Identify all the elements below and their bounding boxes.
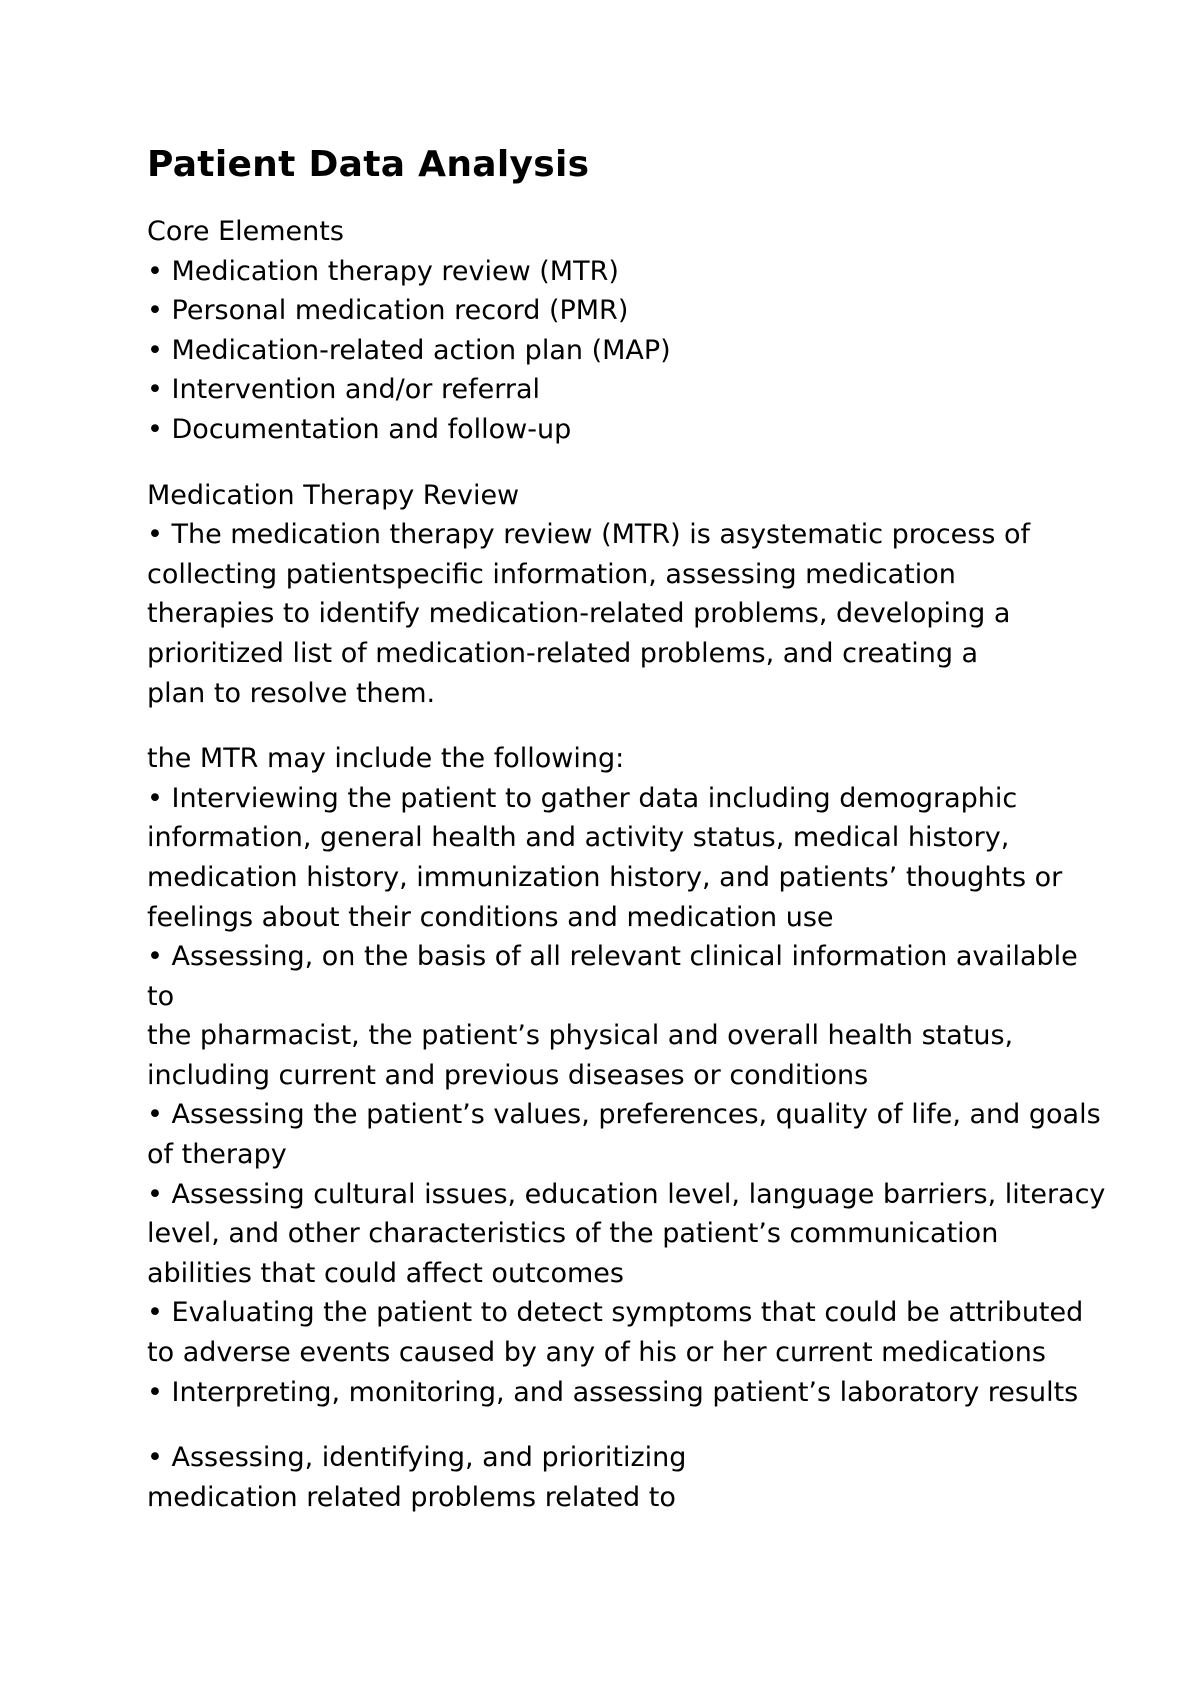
core-element-item: • Medication therapy review (MTR) bbox=[147, 255, 619, 287]
core-element-item: • Documentation and follow-up bbox=[147, 413, 572, 445]
mtr-includes-line: information, general health and activity status, medical history, bbox=[147, 822, 1010, 854]
mtr-includes-line: • Assessing, on the basis of all relevant clinical information available bbox=[147, 941, 1078, 973]
mtr-includes-section bbox=[147, 739, 1106, 1412]
spacer bbox=[147, 713, 1077, 739]
document-page bbox=[147, 140, 1106, 1517]
final-line: medication related problems related to bbox=[147, 1481, 676, 1513]
spacer bbox=[147, 450, 1077, 476]
mtr-includes-line: • Assessing the patient’s values, preferences, quality of life, and goals bbox=[147, 1099, 1101, 1131]
mtr-line: therapies to identify medication-related problems, developing a bbox=[147, 598, 1011, 630]
core-elements-heading: Core Elements bbox=[147, 216, 344, 247]
mtr-includes-intro: the MTR may include the following: bbox=[147, 743, 625, 775]
mtr-includes-line: the pharmacist, the patient’s physical and overall health status, bbox=[147, 1020, 1014, 1052]
document-title: Patient Data Analysis bbox=[147, 144, 590, 185]
core-element-item: • Personal medication record (PMR) bbox=[147, 295, 629, 327]
mtr-includes-line: • Interpreting, monitoring, and assessing patient’s laboratory results bbox=[147, 1376, 1079, 1408]
mtr-includes-line: to bbox=[147, 980, 175, 1012]
final-section bbox=[147, 1438, 1077, 1517]
core-element-item: • Intervention and/or referral bbox=[147, 374, 540, 406]
mtr-includes-line: • Assessing cultural issues, education level, language barriers, literacy bbox=[147, 1178, 1106, 1210]
core-elements-section bbox=[147, 212, 1077, 450]
final-line: • Assessing, identifying, and prioritizing bbox=[147, 1442, 687, 1474]
mtr-includes-line: of therapy bbox=[147, 1139, 287, 1171]
mtr-line: prioritized list of medication-related problems, and creating a bbox=[147, 637, 979, 669]
core-element-item: • Medication-related action plan (MAP) bbox=[147, 334, 671, 366]
mtr-includes-line: to adverse events caused by any of his or her current medications bbox=[147, 1337, 1046, 1369]
mtr-includes-line: • Interviewing the patient to gather data including demographic bbox=[147, 782, 1018, 814]
mtr-heading: Medication Therapy Review bbox=[147, 479, 520, 511]
mtr-includes-line: level, and other characteristics of the patient’s communication bbox=[147, 1218, 999, 1250]
mtr-section bbox=[147, 476, 1077, 714]
mtr-line: collecting patientspecific information, assessing medication bbox=[147, 558, 956, 590]
mtr-includes-line: including current and previous diseases or conditions bbox=[147, 1059, 869, 1091]
spacer bbox=[147, 1412, 1077, 1438]
mtr-line: plan to resolve them. bbox=[147, 677, 436, 709]
mtr-includes-line: feelings about their conditions and medication use bbox=[147, 901, 834, 933]
mtr-includes-line: abilities that could affect outcomes bbox=[147, 1257, 624, 1289]
mtr-includes-line: • Evaluating the patient to detect symptoms that could be attributed bbox=[147, 1297, 1084, 1329]
mtr-line: • The medication therapy review (MTR) is asystematic process of bbox=[147, 519, 1031, 551]
mtr-includes-line: medication history, immunization history, and patients’ thoughts or bbox=[147, 861, 1063, 893]
